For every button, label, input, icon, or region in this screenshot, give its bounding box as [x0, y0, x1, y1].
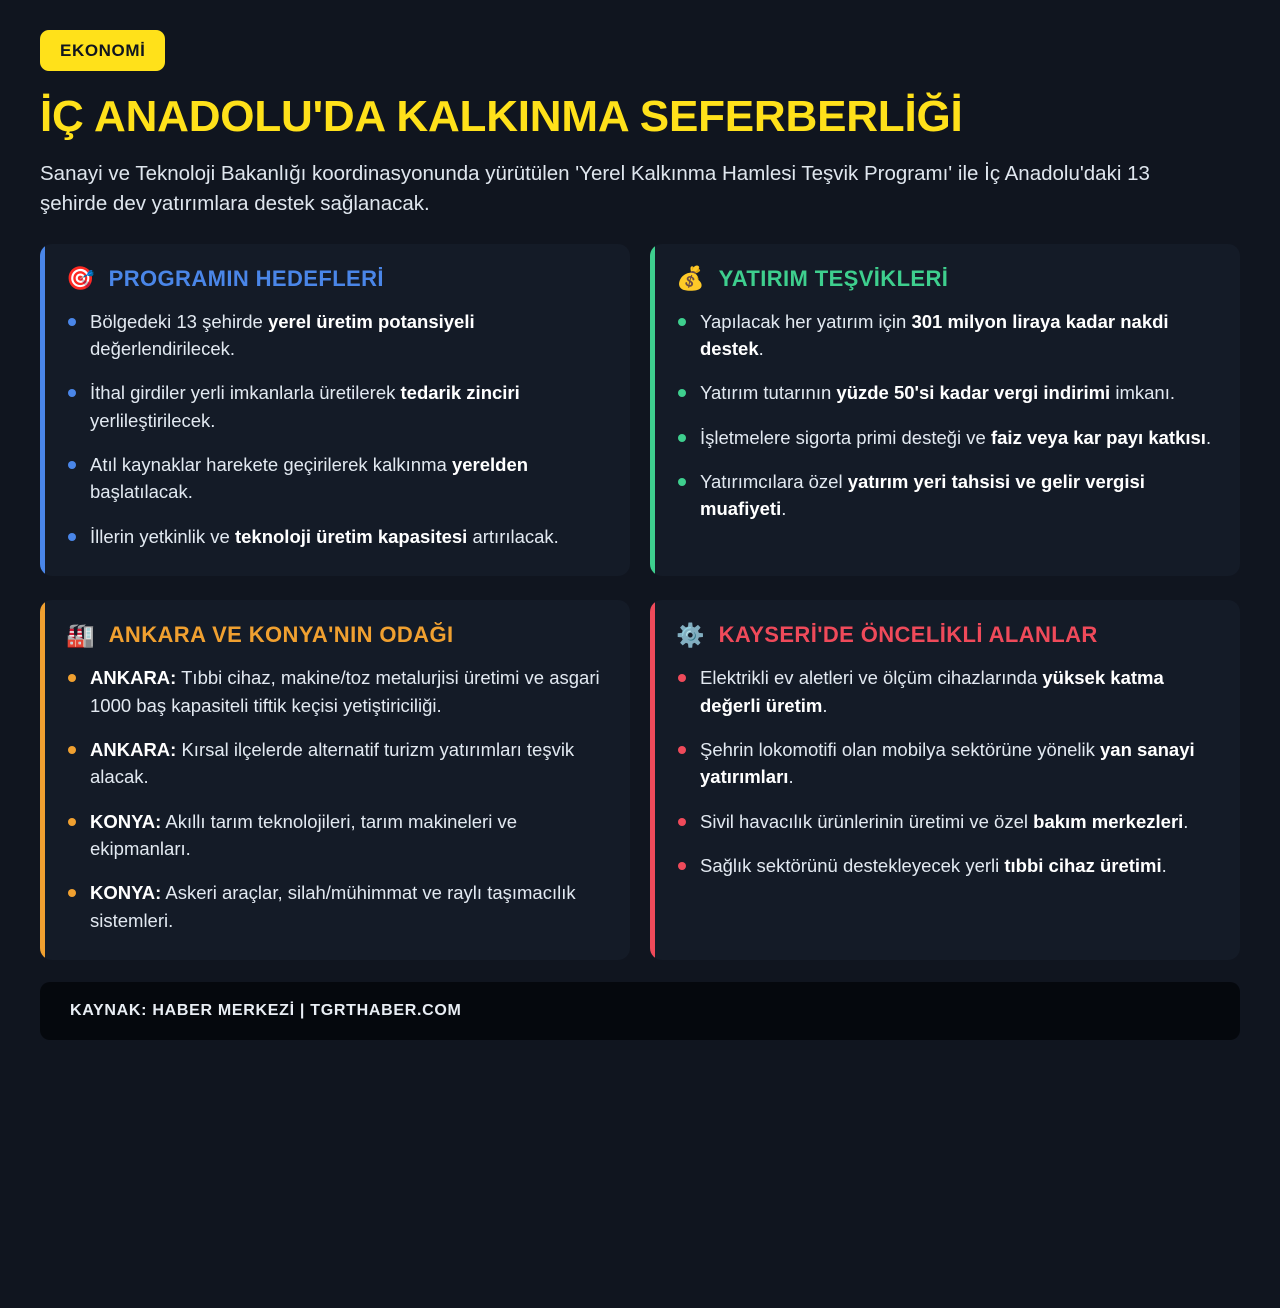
item-text-post: .: [788, 766, 794, 788]
card-programin-hedefleri: [40, 244, 630, 577]
item-text-post: Akıllı tarım teknolojileri, tarım makineleri ve ekipmanları.: [90, 810, 517, 860]
item-text-strong: faiz veya kar payı katkısı: [990, 426, 1206, 448]
factory-icon: 🏭: [66, 621, 95, 648]
item-text-post: artırılacak.: [467, 525, 559, 547]
item-text-strong: bakım merkezleri: [1033, 810, 1184, 832]
card-kayseri-oncelikli-alanlar: [650, 600, 1240, 960]
item-text-post: .: [781, 498, 787, 520]
item-text-strong: yatırım yeri tahsisi ve gelir vergisi muafiyeti: [700, 471, 1145, 520]
item-text-strong: yüksek katma değerli üretim: [700, 667, 1164, 716]
item-text-post: Tıbbi cihaz, makine/toz metalurjisi üretimi ve asgari 1000 baş kapasiteli tiftik keçisi yetiştiriciliği.: [90, 667, 600, 716]
item-text-strong: tıbbi cihaz üretimi: [1004, 855, 1162, 877]
item-text-strong: ANKARA:: [90, 667, 177, 689]
item-text-post: .: [1183, 810, 1189, 832]
item-text-post: değerlendirilecek.: [90, 337, 236, 359]
item-text-pre: Yatırım tutarının: [700, 382, 837, 404]
page-subtitle: Sanayi ve Teknoloji Bakanlığı koordinasyonunda yürütülen 'Yerel Kalkınma Hamlesi Teşvik Programı' ile İç Anadolu'daki 13 şehirde dev yatırımlara destek sağlanacak.: [40, 162, 1150, 215]
item-text-strong: teknoloji üretim kapasitesi: [234, 525, 468, 547]
list-item: [66, 664, 604, 719]
item-text-post: .: [758, 337, 764, 359]
card-header: [66, 622, 604, 648]
card-ankara-konya-odagi: [40, 600, 630, 960]
item-text-strong: KONYA:: [90, 882, 162, 904]
item-text-strong: KONYA:: [90, 810, 162, 832]
list-item: [676, 468, 1214, 523]
gear-icon: ⚙️: [676, 621, 705, 648]
item-text-pre: Sağlık sektörünü destekleyecek yerli: [700, 855, 1005, 877]
list-item: [66, 736, 604, 791]
item-text-pre: Yapılacak her yatırım için: [700, 310, 912, 332]
card-bullet-list: [676, 664, 1214, 879]
card-header: [676, 622, 1214, 648]
list-item: [676, 852, 1214, 879]
card-title: KAYSERİ'DE ÖNCELİKLİ ALANLAR: [718, 622, 1098, 648]
card-header: [66, 266, 604, 292]
card-header: [676, 266, 1214, 292]
item-text-post: imkanı.: [1110, 382, 1175, 404]
list-item: [66, 808, 604, 863]
item-text-strong: ANKARA:: [90, 738, 177, 760]
list-item: [676, 379, 1214, 406]
category-badge: EKONOMİ: [40, 30, 165, 71]
item-text-strong: yan sanayi yatırımları: [700, 738, 1195, 788]
card-bullet-list: [66, 308, 604, 551]
card-grid: [40, 244, 1240, 961]
card-title: ANKARA VE KONYA'NIN ODAĞI: [108, 622, 454, 648]
item-text-pre: Atıl kaynaklar harekete geçirilerek kalkınma: [90, 454, 452, 476]
target-icon: 🎯: [66, 265, 95, 292]
list-item: [66, 308, 604, 363]
list-item: [676, 308, 1214, 363]
list-item: [66, 451, 604, 506]
item-text-post: başlatılacak.: [90, 481, 193, 503]
list-item: [66, 523, 604, 550]
item-text-strong: yerel üretim potansiyeli: [267, 310, 475, 332]
item-text-post: Kırsal ilçelerde alternatif turizm yatırımları teşvik alacak.: [90, 738, 575, 788]
list-item: [66, 379, 604, 434]
card-bullet-list: [66, 664, 604, 934]
list-item: [66, 879, 604, 934]
item-text-strong: yerelden: [451, 454, 529, 476]
item-text-pre: Bölgedeki 13 şehirde: [90, 310, 268, 332]
item-text-pre: Elektrikli ev aletleri ve ölçüm cihazlarında: [700, 667, 1043, 689]
item-text-pre: Yatırımcılara özel: [700, 471, 848, 493]
card-bullet-list: [676, 308, 1214, 523]
item-text-strong: 301 milyon liraya kadar nakdi destek: [700, 310, 1169, 359]
source-footer: KAYNAK: HABER MERKEZİ | TGRTHABER.COM: [40, 982, 1240, 1040]
item-text-post: Askeri araçlar, silah/mühimmat ve raylı taşımacılık sistemleri.: [90, 882, 576, 931]
item-text-post: .: [1161, 855, 1167, 877]
card-title: YATIRIM TEŞVİKLERİ: [718, 265, 949, 291]
item-text-post: .: [1205, 426, 1212, 448]
item-text-pre: İllerin yetkinlik ve: [90, 525, 235, 547]
item-text-post: yerlileştirilecek.: [90, 409, 216, 431]
list-item: [676, 808, 1214, 835]
item-text-post: .: [822, 694, 828, 716]
list-item: [676, 664, 1214, 719]
money-bag-icon: 💰: [676, 265, 705, 292]
list-item: [676, 424, 1214, 451]
item-text-pre: Sivil havacılık ürünlerinin üretimi ve özel: [700, 810, 1034, 832]
item-text-strong: tedarik zinciri: [400, 382, 520, 404]
card-yatirim-tesvikleri: [650, 244, 1240, 577]
item-text-pre: İşletmelere sigorta primi desteği ve: [700, 426, 991, 448]
item-text-pre: İthal girdiler yerli imkanlarla üretilerek: [90, 382, 401, 404]
list-item: [676, 736, 1214, 791]
item-text-strong: yüzde 50'si kadar vergi indirimi: [836, 382, 1111, 404]
item-text-pre: Şehrin lokomotifi olan mobilya sektörüne yönelik: [700, 738, 1101, 760]
card-title: PROGRAMIN HEDEFLERİ: [108, 265, 384, 291]
page-title: İÇ ANADOLU'DA KALKINMA SEFERBERLİĞİ: [40, 92, 963, 141]
